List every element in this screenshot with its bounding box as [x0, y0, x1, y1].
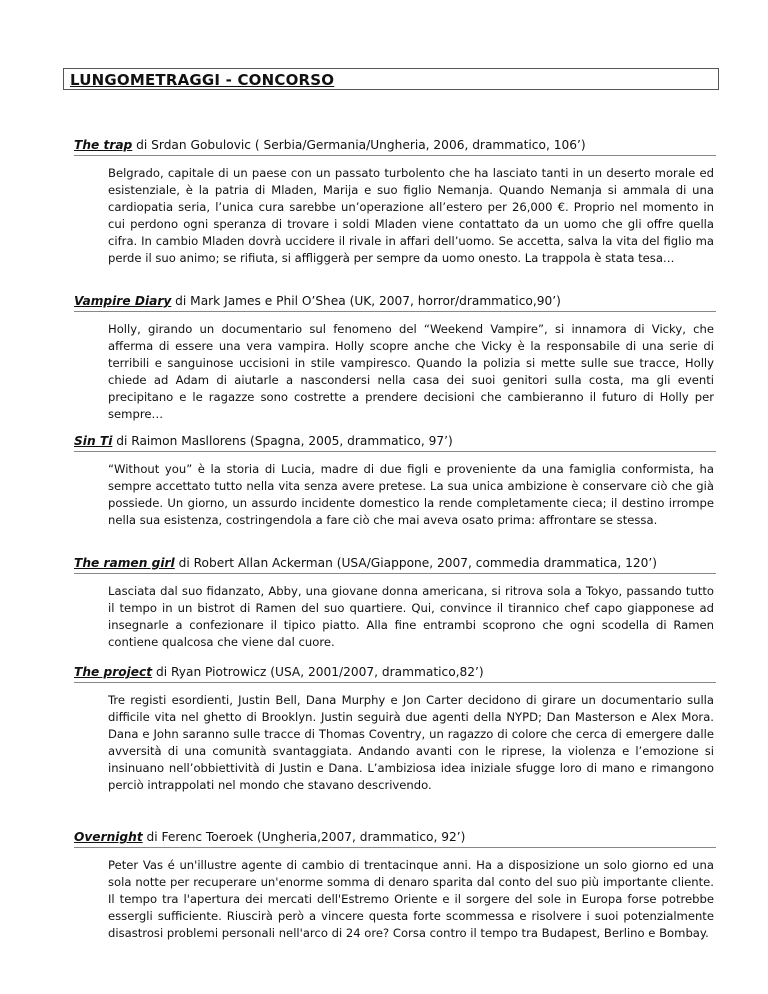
- film-heading: [74, 829, 716, 848]
- film-title: The project: [74, 665, 153, 679]
- film-synopsis: Lasciata dal suo fidanzato, Abby, una giovane donna americana, si ritrova sola a Tokyo, passando tutto il tempo in un bistrot di Ramen del suo quartiere. Qui, convince il tirannico chef capo giapponese ad insegnarle a confezionare il tipico piatto. Alla fine entrambi scoprono che ogni scodella di Ramen contiene qualcosa che viene dal cuore.: [108, 584, 714, 649]
- film-heading: [74, 137, 716, 156]
- film-title: Overnight: [74, 830, 143, 844]
- film-heading: [74, 293, 716, 312]
- film-entry-sin-ti: [74, 433, 716, 529]
- film-synopsis: Holly, girando un documentario sul fenomeno del “Weekend Vampire”, si innamora di Vicky, che afferma di essere una vera vampira. Holly scopre anche che Vicky è la responsabile di una serie di terribili e sanguinose uccisioni in stile vampiresco. Quando la polizia si mette sulle sue tracce, Holly chiede ad Adam di aiutarle a nascondersi nella casa dei suoi genitori sulla costa, ma gli eventi precipitano e le ragazze sono costrette a prendere decisioni che cambieranno il futuro di Holly per sempre…: [108, 322, 714, 421]
- film-credits: di Ferenc Toeroek (Ungheria,2007, drammatico, 92’): [142, 830, 466, 844]
- film-synopsis: “Without you” è la storia di Lucia, madre di due figli e proveniente da una famiglia conformista, ha sempre accettato tutto nella vita senza avere pretese. La sua unica ambizione è conservare ciò che già possiede. Un giorno, un assurdo incidente domestico la rende completamente cieca; il destino irrompe nella sua esistenza, costringendola a fare ciò che mai aveva osato prima: affrontare se stessa.: [108, 462, 714, 527]
- film-entry-the-project: [74, 664, 716, 793]
- film-entry-overnight: [74, 829, 716, 942]
- film-entry-vampire-diary: [74, 293, 716, 422]
- film-title: The ramen girl: [74, 556, 175, 570]
- film-synopsis: Peter Vas é un'illustre agente di cambio di trentacinque anni. Ha a disposizione un solo giorno ed una sola notte per recuperare un'enorme somma di denaro sparita dal conto del suo più importante cliente. Il tempo tra l'apertura dei mercati dell'Estremo Oriente e il sorgere del sole in Europa forse potrebbe essergli sufficiente. Riuscirà però a vincere questa forte scommessa e risolvere i suoi potenzialmente disastrosi problemi personali nell'arco di 24 ore? Corsa contro il tempo tra Budapest, Berlino e Bombay.: [108, 858, 714, 940]
- film-heading: [74, 664, 716, 683]
- film-entry-the-trap: [74, 137, 716, 266]
- film-title: Vampire Diary: [74, 294, 172, 308]
- film-credits: di Robert Allan Ackerman (USA/Giappone, 2007, commedia drammatica, 120’): [174, 556, 658, 570]
- film-title: The trap: [74, 138, 133, 152]
- film-heading: [74, 555, 716, 574]
- film-title: Sin Ti: [74, 434, 113, 448]
- film-credits: di Mark James e Phil O’Shea (UK, 2007, horror/drammatico,90’): [171, 294, 561, 308]
- film-credits: di Ryan Piotrowicz (USA, 2001/2007, drammatico,82’): [152, 665, 484, 679]
- film-credits: di Srdan Gobulovic ( Serbia/Germania/Ungheria, 2006, drammatico, 106’): [132, 138, 586, 152]
- film-synopsis: Tre registi esordienti, Justin Bell, Dana Murphy e Jon Carter decidono di girare un documentario sulla difficile vita nel ghetto di Brooklyn. Justin seguirà due agenti della NYPD; Dan Masterson e Alex Mora. Dana e John saranno sulle tracce di Thomas Coventry, un ragazzo di colore che cerca di emergere dalle avversità di una comunità svantaggiata. Andando avanti con le riprese, la violenza e l’emozione si insinuano nell’obbiettività di Justin e Dana. L’ambiziosa idea iniziale sfugge loro di mano e rimangono perciò intrappolati nel mondo che stavano descrivendo.: [108, 693, 714, 792]
- film-heading: [74, 433, 716, 452]
- film-synopsis: Belgrado, capitale di un paese con un passato turbolento che ha lasciato tanti in un deserto morale ed esistenziale, è la patria di Mladen, Marija e suo figlio Nemanja. Quando Nemanja si ammala di una cardiopatia seria, l’unica cura sarebbe un’operazione all’estero per 26,000 €. Proprio nel momento in cui perdono ogni speranza di trovare i soldi Mladen viene contattato da un uomo che gli offre quella cifra. In cambio Mladen dovrà uccidere il rivale in affari dell’uomo. Se accetta, salva la vita del figlio ma perde il suo animo; se rifiuta, si affliggerà per sempre da uomo onesto. La trappola è stata tesa…: [108, 166, 714, 265]
- film-credits: di Raimon Masllorens (Spagna, 2005, drammatico, 97’): [112, 434, 453, 448]
- film-entry-the-ramen-girl: [74, 555, 716, 651]
- section-title: LUNGOMETRAGGI - CONCORSO: [63, 68, 719, 90]
